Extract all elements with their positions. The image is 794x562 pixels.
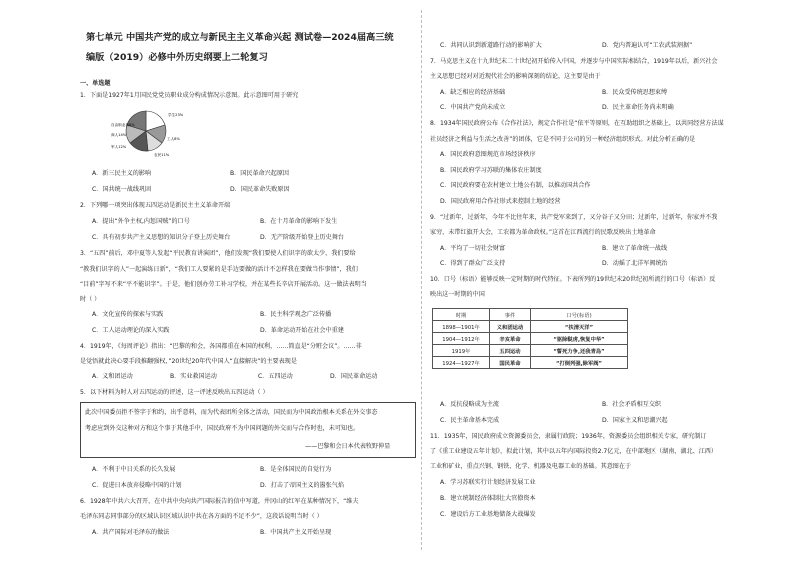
q4-option-a[interactable]: A．义和团运动	[92, 373, 133, 380]
table-cell: 1898—1901年	[433, 321, 490, 333]
q8-line1: 8．1934年国民政府公布《合作社法》，规定合作社是“依平等原则，在互助组织之基础上，以共同经营方法谋	[430, 120, 724, 127]
q6-option-b[interactable]: B．中国共产主义开始呈现	[260, 529, 332, 536]
q10-option-b[interactable]: B．社会矛盾相互交织	[602, 401, 662, 408]
q5-quote-line2: 考虑应到外交这种对方和这个事于其他手中，国民政府不为中国问题的外交而与合作时也，未可知也。	[85, 425, 360, 432]
q10-option-c[interactable]: C．民主革命基本完成	[440, 417, 500, 424]
pie-label-soldier: 军人12%	[111, 145, 127, 149]
q3-line4: 时（ ）	[80, 296, 101, 303]
pie-label-professional: 自由职业者8%	[111, 123, 135, 127]
q10-table	[432, 308, 628, 369]
column-divider	[421, 10, 422, 550]
q10-line2: 映出这一时期的中国	[430, 291, 485, 298]
q3-option-b[interactable]: B．民主科学观念广泛传播	[260, 311, 332, 318]
q5-quote-source: ——巴黎和会日本代表牧野伸显	[305, 443, 391, 450]
table-row	[433, 345, 628, 357]
q4-line2: 是觉悟就此决心要手段推翻强权，”20世纪20年代中国人“直接解决”的主要表现是	[80, 358, 297, 365]
q9-option-b[interactable]: B．建立了革命统一战线	[602, 245, 668, 252]
q2-option-a[interactable]: A．提出“外争主权,内惩国贼”的口号	[92, 218, 190, 225]
q4-option-b[interactable]: B．实业救国运动	[170, 373, 217, 380]
q1-option-c[interactable]: C．国共统一战线巩固	[92, 186, 152, 193]
q8-option-b[interactable]: B．国民政府学习苏联的集体农庄制度	[440, 167, 542, 174]
q9-option-a[interactable]: A．平均了一切社会财富	[440, 245, 506, 252]
q8-option-a[interactable]: A．国民政府意图规范市场经济秩序	[440, 151, 536, 158]
q5-option-b[interactable]: B．是全体国民的自觉行为	[260, 466, 332, 473]
q6-option-d[interactable]: D．党内普遍认可“工农武装割据”	[602, 42, 693, 49]
q11-line3: 工业和矿业，重点兴钢、钢铁、化学、机器及电器工业的基础。其意图在于	[430, 463, 632, 470]
q8-line2: 社员经济之利益与生活之改善”的团体，它是不同于公司的另一种经济组织形式。对此分析正确的是	[430, 136, 696, 143]
table-cell: 1904—1912年	[433, 333, 490, 345]
q11-option-c[interactable]: C．建设后方工业基地储备大战爆发	[440, 511, 536, 518]
q1-option-b[interactable]: B．国民革命兴起原因	[230, 170, 290, 177]
q2-option-c[interactable]: C．具有初步共产主义思想的知识分子登上历史舞台	[92, 234, 231, 241]
table-cell: 1919年	[433, 345, 490, 357]
q4-option-d[interactable]: D．国民革命运动	[330, 373, 378, 380]
q10-option-a[interactable]: A．反抗侵略成为主流	[440, 401, 500, 408]
q2-option-b[interactable]: B．在十月革命的影响下发生	[260, 218, 338, 225]
q7-line1: 7．马克思主义在十九世纪末二十世纪初开始传入中国，并逐步与中国实际相结合，1919年以后，新兴社会	[430, 58, 718, 65]
pie-label-merchant: 商人14%	[111, 133, 127, 137]
q6-option-c[interactable]: C．共同认识到新道路行动的影响扩大	[440, 42, 542, 49]
q7-option-d[interactable]: D．民主革命任务尚未明确	[602, 104, 674, 111]
q10-option-d[interactable]: D．国家主义和思潮兴起	[602, 417, 668, 424]
table-cell: 五四运动	[490, 345, 531, 357]
q7-option-b[interactable]: B．民众受传统思想束缚	[602, 89, 668, 96]
q5-text: 5．以下材料为时人对五四运动的评述，这一评述反映出五四运动（ ）	[80, 389, 269, 396]
q9-line2: 家穷，未带红旗开大会，工农都为革命政权。”这首在江西流行的民歌反映出土地革命	[430, 229, 656, 236]
q6-line2: 毛泽东同志同事部分的区域认识区域认识中共在各方面的不足不少”，这段话说明当时（ ）	[80, 513, 323, 520]
q3-option-c[interactable]: C．工人运动理论的深入实践	[92, 327, 170, 334]
pie-label-student: 学生23%	[168, 113, 184, 117]
q1-option-a[interactable]: A．新三民主义的影响	[92, 170, 152, 177]
q4-line1: 4．1919年，《每周评论》指出：“巴黎的和会，各国都重在本国的权利，……简直是“分赃会议”。……非	[80, 343, 362, 350]
page-title-line1: 第七单元 中国共产党的成立与新民主主义革命兴起 测试卷—2024届高三统	[86, 32, 394, 43]
table-header-cell: 时期	[433, 309, 490, 321]
q2-option-d[interactable]: D．无产阶级开始登上历史舞台	[260, 234, 344, 241]
q3-line1: 3．“五四”前后，邓中夏等人发起“平民教育讲演团”，他们发现“我们要使人们识字的欲太少，我们要给	[80, 250, 356, 257]
q3-option-a[interactable]: A．文化宣传的探索与实践	[92, 311, 164, 318]
table-header-cell: 口号(标语)	[531, 309, 628, 321]
page-title-line2: 编版（2019）必修中外历史纲要上二轮复习	[86, 52, 268, 63]
q7-line2: 主义思想已经对对近现代社会的影响深刻的结论，这主要是由于	[430, 73, 601, 80]
q5-option-c[interactable]: C．促进日本放弃侵略中国的计划	[92, 482, 182, 489]
q4-option-c[interactable]: C．五四运动	[258, 373, 293, 380]
q11-line2: 了《重工业建设五年计划》，拟此计划，其中以五年内国际投资2.7亿元，在中部地区（湖南，湖北、江西）	[430, 448, 717, 455]
table-cell: “誓死力争,还我青岛”	[531, 345, 628, 357]
table-cell: 义和团运动	[490, 321, 531, 333]
table-cell: “打倒列强,除军阀”	[531, 357, 628, 369]
q9-line1: 9．“过新年，过新年，今年不比往年来，共产党军来到了，又分谷子又分田；过新年，过新年，你家并不我	[430, 214, 718, 221]
q5-option-a[interactable]: A．不利于中日关系的长久发展	[92, 466, 176, 473]
q7-option-c[interactable]: C．中国共产党尚未成立	[440, 104, 506, 111]
q8-option-d[interactable]: D．国民政府用合作社形式来控制土地的经营	[440, 198, 561, 205]
q8-option-c[interactable]: C．国民政府要在农村建立土地公有制，以推动国共合作	[440, 182, 591, 189]
q10-line1: 10．口号（标语）能够反映一定时期的时代特征。下表所列的19世纪末20世纪初所流行的口号（标语）反	[430, 276, 716, 283]
table-row	[433, 333, 628, 345]
table-header-row	[433, 309, 628, 321]
table-cell: “驱除鞑虏,恢复中华”	[531, 333, 628, 345]
q11-option-a[interactable]: A．学习苏联实行计划经济发展工业	[440, 479, 536, 486]
q11-option-b[interactable]: B．建立统制经济体制壮大官僚资本	[440, 495, 536, 502]
table-cell: 国民革命	[490, 357, 531, 369]
q5-quote-box	[80, 402, 416, 458]
q7-option-a[interactable]: A．缺乏相应的经济基础	[440, 89, 506, 96]
table-row	[433, 321, 628, 333]
q5-option-d[interactable]: D．打击了帝国主义的嚣张气焰	[260, 482, 344, 489]
table-cell: “扶清灭洋”	[531, 321, 628, 333]
q11-line1: 11．1935年，国民政府成立资源委员会，隶属行政院；1936年，资源委员会组织相关专家，研究制订	[430, 433, 707, 440]
q3-option-d[interactable]: D．革命运动开始在社会中重建	[260, 327, 344, 334]
q1-option-d[interactable]: D．国民革命失败原因	[230, 186, 290, 193]
q6-line1: 6．1928年中共六大召开，在中共中央向共产国际报告的信中写道，井冈山的红军在某种情况下，“维夫	[80, 498, 359, 505]
pie-label-farmer: 农民11%	[154, 153, 170, 157]
q2-text: 2．下列哪一项突出体现五四运动是新民主主义革命开端	[80, 202, 231, 209]
q9-option-c[interactable]: C．得到了群众广泛支持	[440, 260, 506, 267]
table-cell: 1924—1927年	[433, 357, 490, 369]
q1-text: 1．下面是1927年1月国民党党员职业成分构成情况示意图。此示意图可用于研究	[80, 92, 299, 99]
pie-label-worker: 工人8%	[167, 137, 180, 141]
q3-line2: “教我们识字的人”一起演练日新”，“我们工人要紧的是手边要做的活计不怎样我在要做当作事情”，我们	[80, 266, 358, 273]
table-header-cell: 事件	[490, 309, 531, 321]
section-heading: 一、单选题	[80, 80, 111, 87]
q9-option-d[interactable]: D．动摇了北洋军阀统治	[602, 260, 668, 267]
q1-pie-chart	[110, 104, 190, 160]
q6-option-a[interactable]: A．共产国际对毛泽东的做法	[92, 529, 170, 536]
table-cell: 辛亥革命	[490, 333, 531, 345]
table-row	[433, 357, 628, 369]
q5-quote-line1: 此次中国委员拒不签字于和约，出乎意料，而为代表团所全体之活动，国民而为中国政治根本关系在外交事态	[85, 409, 378, 416]
q3-line3: “目前”字写不来“平不能识字”。于是，他们创办劳工补习学校，并在某些长辛店开展活动。这一做法表明当	[80, 281, 367, 288]
